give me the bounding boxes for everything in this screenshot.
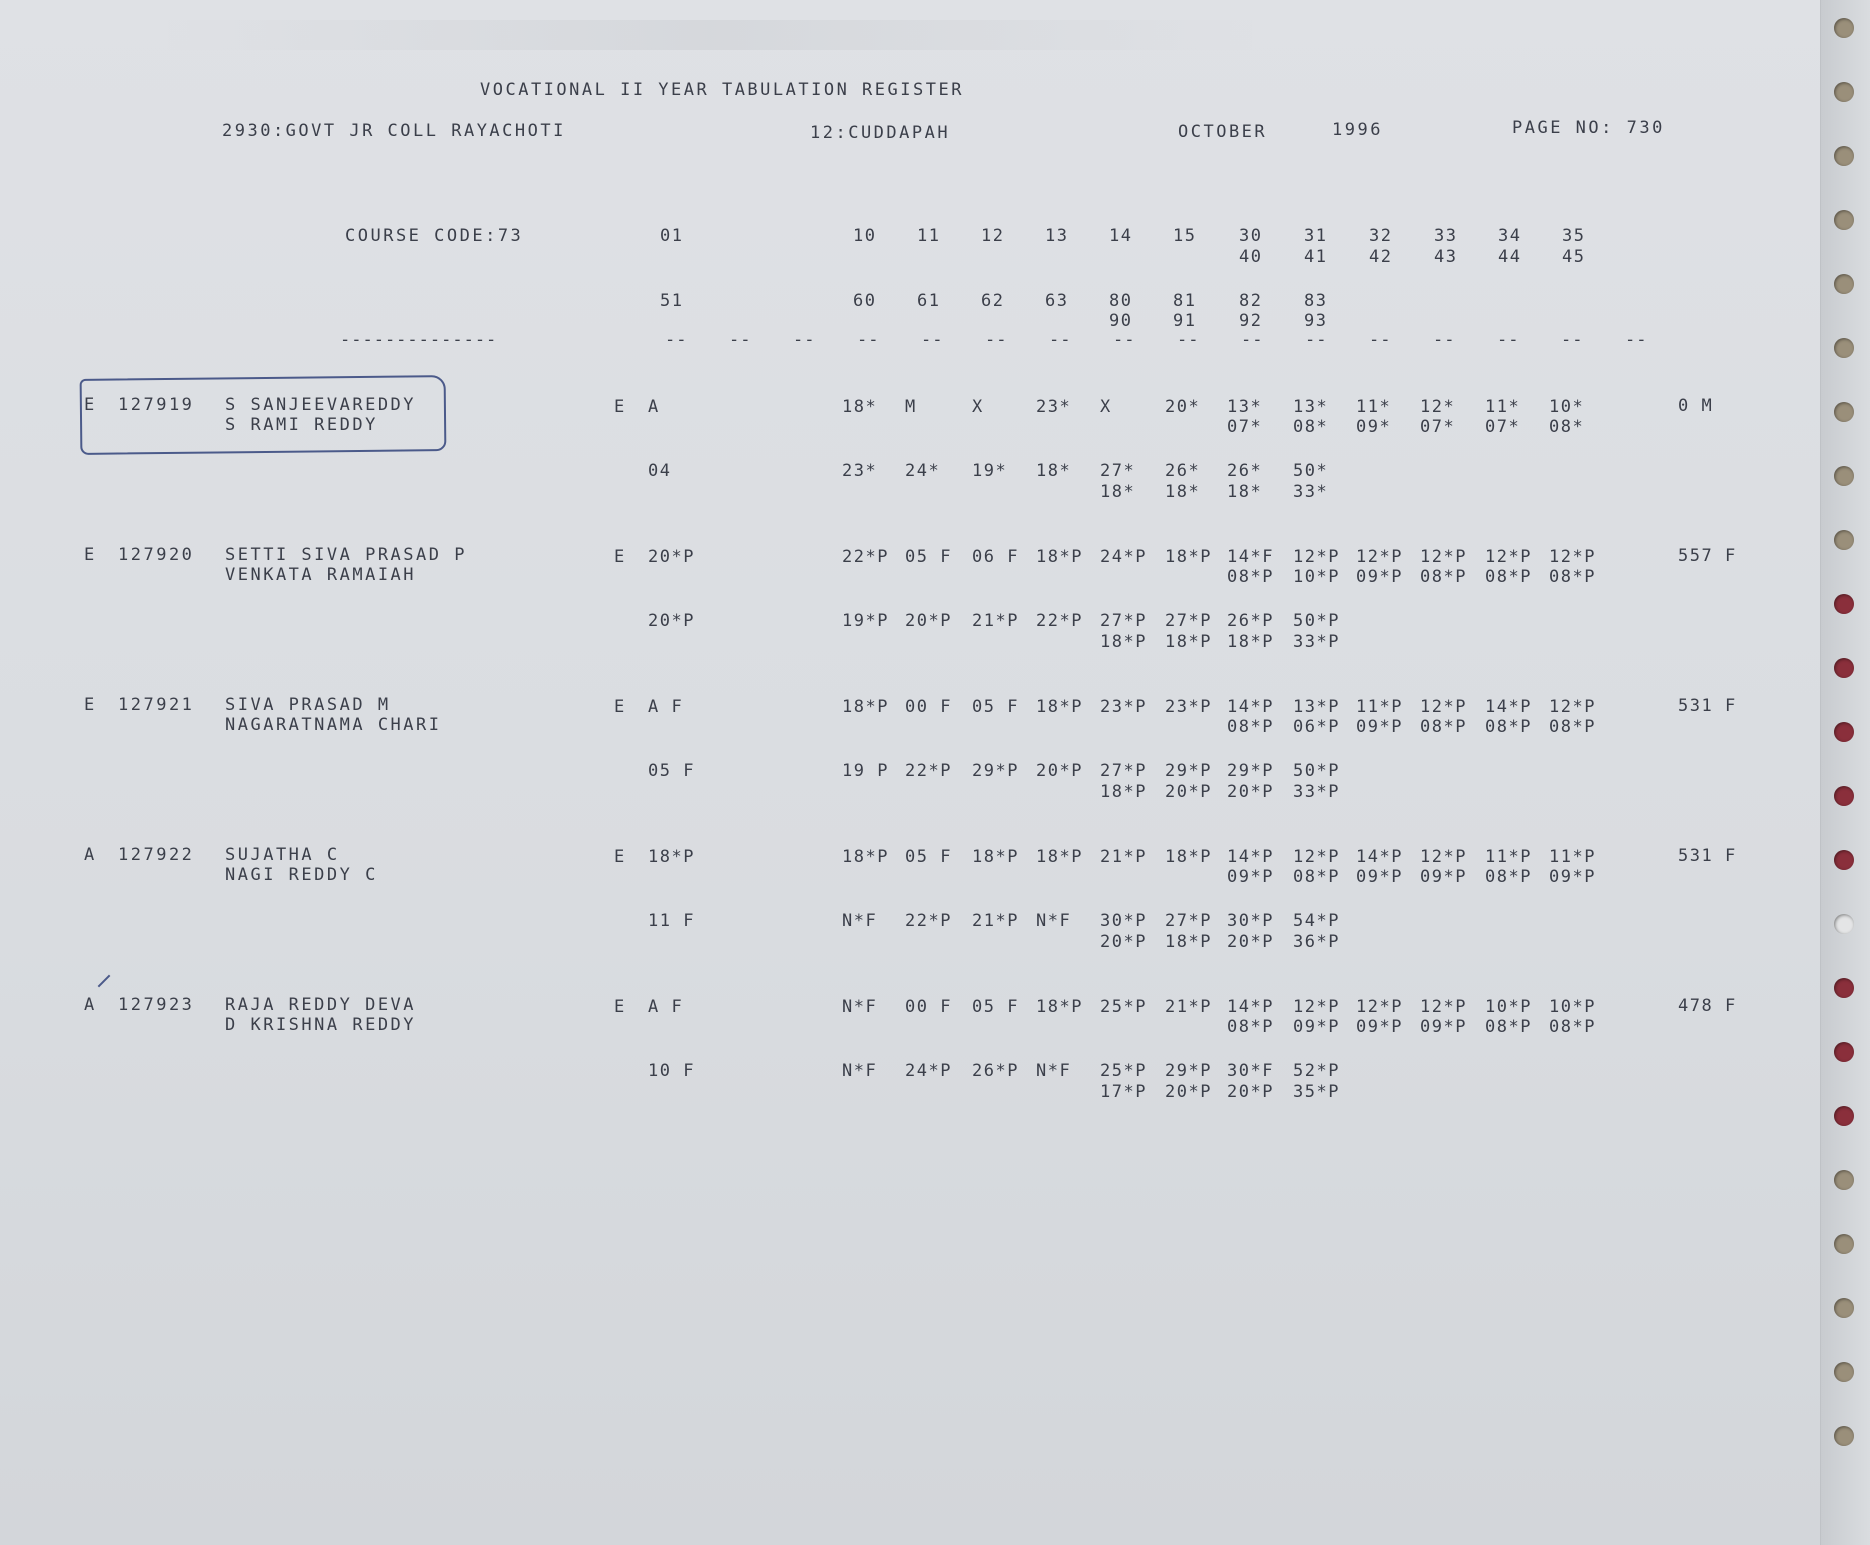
feed-hole bbox=[1834, 466, 1854, 486]
mark-value: 19* bbox=[972, 461, 1008, 481]
mark-value: 09*P bbox=[1356, 1017, 1403, 1037]
mark-value: 29*P bbox=[1165, 761, 1212, 781]
mark-value: 30*P bbox=[1100, 911, 1147, 931]
mark-value: 13* bbox=[1293, 397, 1329, 417]
divider-dash: -- bbox=[1369, 330, 1392, 350]
mark-value: 26*P bbox=[1227, 611, 1274, 631]
mark-value: 09*P bbox=[1293, 1017, 1340, 1037]
student-medium: E bbox=[614, 697, 626, 717]
mark-value: 27*P bbox=[1100, 761, 1147, 781]
feed-hole bbox=[1834, 146, 1854, 166]
mark-value: 08* bbox=[1293, 417, 1329, 437]
divider-dash: -- bbox=[1049, 330, 1072, 350]
student-name: S SANJEEVAREDDY bbox=[225, 395, 417, 415]
mark-value: 14*F bbox=[1227, 547, 1274, 567]
subject-code: 33 bbox=[1434, 226, 1458, 246]
mark-value: 08*P bbox=[1485, 717, 1532, 737]
mark-second: 04 bbox=[648, 461, 672, 481]
subject-code: 91 bbox=[1173, 311, 1197, 331]
page-number: PAGE NO: 730 bbox=[1512, 118, 1665, 138]
mark-value: X bbox=[972, 397, 984, 417]
mark-value: 14*P bbox=[1227, 697, 1274, 717]
subject-code: 43 bbox=[1434, 247, 1458, 267]
mark-value: 30*F bbox=[1227, 1061, 1274, 1081]
mark-value: 07* bbox=[1227, 417, 1263, 437]
tractor-feed-strip bbox=[1820, 0, 1870, 1545]
mark-value: 19 P bbox=[842, 761, 889, 781]
mark-value: 12*P bbox=[1356, 547, 1403, 567]
divider-dash: -- bbox=[729, 330, 752, 350]
mark-value: 13* bbox=[1227, 397, 1263, 417]
mark-value: 05 F bbox=[972, 997, 1019, 1017]
mark-value: 18*P bbox=[1165, 632, 1212, 652]
mark-value: 12*P bbox=[1420, 697, 1467, 717]
mark-value: 12*P bbox=[1420, 847, 1467, 867]
mark-value: 07* bbox=[1420, 417, 1456, 437]
mark-first: A F bbox=[648, 697, 684, 717]
mark-value: 20*P bbox=[1165, 782, 1212, 802]
mark-second: 11 F bbox=[648, 911, 695, 931]
register-title: VOCATIONAL II YEAR TABULATION REGISTER bbox=[480, 80, 964, 100]
mark-value: 26* bbox=[1165, 461, 1201, 481]
mark-value: 11* bbox=[1485, 397, 1521, 417]
mark-value: 12*P bbox=[1293, 997, 1340, 1017]
mark-value: 08* bbox=[1549, 417, 1585, 437]
mark-value: 27*P bbox=[1165, 911, 1212, 931]
mark-value: 13*P bbox=[1293, 697, 1340, 717]
mark-value: 06 F bbox=[972, 547, 1019, 567]
feed-hole bbox=[1834, 1042, 1854, 1062]
divider-dash: -- bbox=[985, 330, 1008, 350]
student-name: RAJA REDDY DEVA bbox=[225, 995, 417, 1015]
feed-hole bbox=[1834, 1170, 1854, 1190]
student-total: 531 F bbox=[1678, 846, 1737, 866]
mark-value: 07* bbox=[1485, 417, 1521, 437]
subject-code: 90 bbox=[1109, 311, 1133, 331]
mark-value: X bbox=[1100, 397, 1112, 417]
student-medium: E bbox=[614, 547, 626, 567]
mark-value: 12*P bbox=[1485, 547, 1532, 567]
divider-dash: -- bbox=[921, 330, 944, 350]
student-total: 0 M bbox=[1678, 396, 1714, 416]
student-roll-number: 127923 bbox=[118, 995, 195, 1015]
subject-code: 35 bbox=[1562, 226, 1586, 246]
student-category: E bbox=[84, 395, 97, 415]
subject-code: 44 bbox=[1498, 247, 1522, 267]
student-roll-number: 127920 bbox=[118, 545, 195, 565]
mark-value: 21*P bbox=[972, 911, 1019, 931]
student-name: SUJATHA C bbox=[225, 845, 340, 865]
divider-dash: -- bbox=[1497, 330, 1520, 350]
mark-value: 25*P bbox=[1100, 1061, 1147, 1081]
mark-value: 08*P bbox=[1420, 717, 1467, 737]
mark-value: 08*P bbox=[1549, 567, 1596, 587]
student-medium: E bbox=[614, 847, 626, 867]
mark-value: 09*P bbox=[1356, 867, 1403, 887]
feed-hole bbox=[1834, 18, 1854, 38]
subject-code: 80 bbox=[1109, 291, 1133, 311]
divider-long: -------------- bbox=[340, 330, 498, 350]
feed-hole bbox=[1834, 658, 1854, 678]
mark-value: 33*P bbox=[1293, 632, 1340, 652]
student-parent-name: NAGI REDDY C bbox=[225, 865, 378, 885]
mark-value: 10*P bbox=[1293, 567, 1340, 587]
mark-value: 24* bbox=[905, 461, 941, 481]
mark-value: 09*P bbox=[1549, 867, 1596, 887]
subject-code: 12 bbox=[981, 226, 1005, 246]
college-name: 2930:GOVT JR COLL RAYACHOTI bbox=[222, 121, 566, 141]
subject-code: 81 bbox=[1173, 291, 1197, 311]
subject-code: 14 bbox=[1109, 226, 1133, 246]
mark-value: 14*P bbox=[1227, 997, 1274, 1017]
mark-value: 18* bbox=[1100, 482, 1136, 502]
feed-hole bbox=[1834, 1426, 1854, 1446]
mark-value: 18*P bbox=[842, 697, 889, 717]
feed-hole bbox=[1834, 722, 1854, 742]
student-roll-number: 127922 bbox=[118, 845, 195, 865]
student-category: E bbox=[84, 545, 97, 565]
subject-code: 83 bbox=[1304, 291, 1328, 311]
divider-dash: -- bbox=[793, 330, 816, 350]
student-medium: E bbox=[614, 397, 626, 417]
mark-value: 19*P bbox=[842, 611, 889, 631]
student-name: SETTI SIVA PRASAD P bbox=[225, 545, 467, 565]
mark-value: 12*P bbox=[1549, 697, 1596, 717]
mark-value: 29*P bbox=[1227, 761, 1274, 781]
mark-value: 11* bbox=[1356, 397, 1392, 417]
mark-value: 08*P bbox=[1293, 867, 1340, 887]
mark-first: A F bbox=[648, 997, 684, 1017]
feed-hole bbox=[1834, 1234, 1854, 1254]
mark-value: 08*P bbox=[1485, 567, 1532, 587]
student-medium: E bbox=[614, 997, 626, 1017]
feed-hole bbox=[1834, 594, 1854, 614]
student-roll-number: 127919 bbox=[118, 395, 195, 415]
mark-value: 23*P bbox=[1100, 697, 1147, 717]
mark-value: 50*P bbox=[1293, 761, 1340, 781]
mark-value: 27*P bbox=[1165, 611, 1212, 631]
subject-code: 61 bbox=[917, 291, 941, 311]
mark-value: 18*P bbox=[972, 847, 1019, 867]
divider-dash: -- bbox=[1305, 330, 1328, 350]
mark-value: 52*P bbox=[1293, 1061, 1340, 1081]
student-roll-number: 127921 bbox=[118, 695, 195, 715]
feed-hole bbox=[1834, 210, 1854, 230]
student-parent-name: VENKATA RAMAIAH bbox=[225, 565, 417, 585]
mark-value: 00 F bbox=[905, 697, 952, 717]
divider-dash: -- bbox=[1113, 330, 1136, 350]
mark-value: 27* bbox=[1100, 461, 1136, 481]
mark-first: 20*P bbox=[648, 547, 695, 567]
mark-value: 27*P bbox=[1100, 611, 1147, 631]
mark-value: 33*P bbox=[1293, 782, 1340, 802]
mark-value: 12*P bbox=[1293, 847, 1340, 867]
subject-code: 01 bbox=[660, 226, 684, 246]
divider-dash: -- bbox=[665, 330, 688, 350]
subject-code: 62 bbox=[981, 291, 1005, 311]
mark-value: 06*P bbox=[1293, 717, 1340, 737]
mark-value: 17*P bbox=[1100, 1082, 1147, 1102]
student-total: 478 F bbox=[1678, 996, 1737, 1016]
student-category: A bbox=[84, 845, 97, 865]
mark-value: N*F bbox=[842, 997, 878, 1017]
student-category: E bbox=[84, 695, 97, 715]
mark-value: 18*P bbox=[1036, 547, 1083, 567]
mark-value: 20* bbox=[1165, 397, 1201, 417]
subject-code: 51 bbox=[660, 291, 684, 311]
student-total: 531 F bbox=[1678, 696, 1737, 716]
student-parent-name: S RAMI REDDY bbox=[225, 415, 378, 435]
subject-code: 40 bbox=[1239, 247, 1263, 267]
mark-value: 22*P bbox=[905, 761, 952, 781]
mark-value: 09* bbox=[1356, 417, 1392, 437]
mark-value: 18*P bbox=[1100, 632, 1147, 652]
mark-value: 18*P bbox=[1165, 847, 1212, 867]
mark-second: 05 F bbox=[648, 761, 695, 781]
mark-value: 23* bbox=[1036, 397, 1072, 417]
faded-preprint-band bbox=[160, 20, 1260, 50]
subject-code: 82 bbox=[1239, 291, 1263, 311]
subject-code: 63 bbox=[1045, 291, 1069, 311]
mark-value: 35*P bbox=[1293, 1082, 1340, 1102]
mark-value: 08*P bbox=[1227, 717, 1274, 737]
mark-value: 54*P bbox=[1293, 911, 1340, 931]
feed-hole bbox=[1834, 530, 1854, 550]
subject-code: 15 bbox=[1173, 226, 1197, 246]
subject-code: 10 bbox=[853, 226, 877, 246]
subject-code: 31 bbox=[1304, 226, 1328, 246]
mark-value: 08*P bbox=[1549, 1017, 1596, 1037]
subject-code: 11 bbox=[917, 226, 941, 246]
mark-value: 30*P bbox=[1227, 911, 1274, 931]
mark-value: 20*P bbox=[905, 611, 952, 631]
mark-value: 21*P bbox=[1100, 847, 1147, 867]
mark-value: 18*P bbox=[1036, 847, 1083, 867]
mark-value: 10*P bbox=[1485, 997, 1532, 1017]
mark-value: 08*P bbox=[1549, 717, 1596, 737]
mark-value: 05 F bbox=[905, 847, 952, 867]
mark-value: 29*P bbox=[972, 761, 1019, 781]
mark-value: 22*P bbox=[905, 911, 952, 931]
divider-dash: -- bbox=[1241, 330, 1264, 350]
subject-code: 34 bbox=[1498, 226, 1522, 246]
mark-value: 12*P bbox=[1293, 547, 1340, 567]
mark-first: 18*P bbox=[648, 847, 695, 867]
mark-first: A bbox=[648, 397, 660, 417]
mark-value: 22*P bbox=[1036, 611, 1083, 631]
mark-value: 10* bbox=[1549, 397, 1585, 417]
mark-value: 33* bbox=[1293, 482, 1329, 502]
mark-value: 20*P bbox=[1100, 932, 1147, 952]
mark-value: 09*P bbox=[1420, 867, 1467, 887]
mark-value: 14*P bbox=[1485, 697, 1532, 717]
mark-value: 50*P bbox=[1293, 611, 1340, 631]
mark-value: 08*P bbox=[1227, 1017, 1274, 1037]
subject-code: 41 bbox=[1304, 247, 1328, 267]
mark-value: 09*P bbox=[1356, 567, 1403, 587]
subject-code: 60 bbox=[853, 291, 877, 311]
mark-value: 09*P bbox=[1356, 717, 1403, 737]
mark-value: 21*P bbox=[1165, 997, 1212, 1017]
mark-value: 20*P bbox=[1227, 932, 1274, 952]
feed-hole bbox=[1834, 786, 1854, 806]
mark-value: 09*P bbox=[1420, 1017, 1467, 1037]
mark-value: 18* bbox=[1036, 461, 1072, 481]
mark-value: 11*P bbox=[1485, 847, 1532, 867]
mark-value: N*F bbox=[842, 1061, 878, 1081]
student-name: SIVA PRASAD M bbox=[225, 695, 391, 715]
mark-value: 18* bbox=[1227, 482, 1263, 502]
mark-second: 10 F bbox=[648, 1061, 695, 1081]
feed-hole bbox=[1834, 402, 1854, 422]
pen-tick-mark bbox=[98, 975, 111, 988]
subject-code: 42 bbox=[1369, 247, 1393, 267]
mark-value: 00 F bbox=[905, 997, 952, 1017]
mark-value: 12*P bbox=[1420, 547, 1467, 567]
subject-code: 32 bbox=[1369, 226, 1393, 246]
exam-month: OCTOBER bbox=[1178, 122, 1268, 142]
pen-circle-mark bbox=[80, 375, 447, 455]
mark-value: 18*P bbox=[1165, 547, 1212, 567]
mark-value: 18*P bbox=[1165, 932, 1212, 952]
subject-code: 13 bbox=[1045, 226, 1069, 246]
mark-value: 12* bbox=[1420, 397, 1456, 417]
mark-value: 26* bbox=[1227, 461, 1263, 481]
mark-value: 08*P bbox=[1485, 1017, 1532, 1037]
mark-value: M bbox=[905, 397, 917, 417]
feed-hole bbox=[1834, 850, 1854, 870]
mark-value: 18*P bbox=[1036, 697, 1083, 717]
mark-value: 11*P bbox=[1549, 847, 1596, 867]
mark-value: 09*P bbox=[1227, 867, 1274, 887]
mark-value: 12*P bbox=[1420, 997, 1467, 1017]
student-category: A bbox=[84, 995, 97, 1015]
mark-value: 29*P bbox=[1165, 1061, 1212, 1081]
feed-hole bbox=[1834, 338, 1854, 358]
mark-value: 18*P bbox=[1036, 997, 1083, 1017]
mark-value: 22*P bbox=[842, 547, 889, 567]
mark-value: 50* bbox=[1293, 461, 1329, 481]
mark-value: 18*P bbox=[1227, 632, 1274, 652]
mark-second: 20*P bbox=[648, 611, 695, 631]
feed-hole bbox=[1834, 274, 1854, 294]
mark-value: 14*P bbox=[1356, 847, 1403, 867]
mark-value: 11*P bbox=[1356, 697, 1403, 717]
mark-value: N*F bbox=[842, 911, 878, 931]
subject-code: 92 bbox=[1239, 311, 1263, 331]
mark-value: 05 F bbox=[905, 547, 952, 567]
feed-hole bbox=[1834, 978, 1854, 998]
district-name: 12:CUDDAPAH bbox=[810, 123, 951, 143]
student-total: 557 F bbox=[1678, 546, 1737, 566]
mark-value: 21*P bbox=[972, 611, 1019, 631]
mark-value: 36*P bbox=[1293, 932, 1340, 952]
mark-value: 20*P bbox=[1227, 782, 1274, 802]
mark-value: 08*P bbox=[1485, 867, 1532, 887]
mark-value: N*F bbox=[1036, 911, 1072, 931]
mark-value: 18*P bbox=[1100, 782, 1147, 802]
mark-value: 26*P bbox=[972, 1061, 1019, 1081]
mark-value: 20*P bbox=[1036, 761, 1083, 781]
mark-value: 10*P bbox=[1549, 997, 1596, 1017]
mark-value: 14*P bbox=[1227, 847, 1274, 867]
student-parent-name: D KRISHNA REDDY bbox=[225, 1015, 417, 1035]
mark-value: 12*P bbox=[1356, 997, 1403, 1017]
subject-code: 93 bbox=[1304, 311, 1328, 331]
divider-dash: -- bbox=[857, 330, 880, 350]
feed-hole bbox=[1834, 1362, 1854, 1382]
mark-value: 24*P bbox=[1100, 547, 1147, 567]
subject-code: 30 bbox=[1239, 226, 1263, 246]
subject-code: 45 bbox=[1562, 247, 1586, 267]
mark-value: 18*P bbox=[842, 847, 889, 867]
mark-value: 08*P bbox=[1420, 567, 1467, 587]
mark-value: 18* bbox=[1165, 482, 1201, 502]
mark-value: 05 F bbox=[972, 697, 1019, 717]
mark-value: 18* bbox=[842, 397, 878, 417]
course-code: COURSE CODE:73 bbox=[345, 226, 524, 246]
mark-value: 23*P bbox=[1165, 697, 1212, 717]
feed-hole bbox=[1834, 82, 1854, 102]
feed-hole bbox=[1834, 1106, 1854, 1126]
feed-hole bbox=[1834, 1298, 1854, 1318]
mark-value: 08*P bbox=[1227, 567, 1274, 587]
mark-value: 20*P bbox=[1227, 1082, 1274, 1102]
divider-dash: -- bbox=[1561, 330, 1584, 350]
mark-value: 25*P bbox=[1100, 997, 1147, 1017]
student-parent-name: NAGARATNAMA CHARI bbox=[225, 715, 442, 735]
feed-hole bbox=[1834, 914, 1854, 934]
mark-value: 23* bbox=[842, 461, 878, 481]
divider-dash: -- bbox=[1177, 330, 1200, 350]
exam-year: 1996 bbox=[1332, 120, 1383, 140]
divider-dash: -- bbox=[1625, 330, 1648, 350]
mark-value: N*F bbox=[1036, 1061, 1072, 1081]
mark-value: 20*P bbox=[1165, 1082, 1212, 1102]
mark-value: 24*P bbox=[905, 1061, 952, 1081]
divider-dash: -- bbox=[1433, 330, 1456, 350]
mark-value: 12*P bbox=[1549, 547, 1596, 567]
